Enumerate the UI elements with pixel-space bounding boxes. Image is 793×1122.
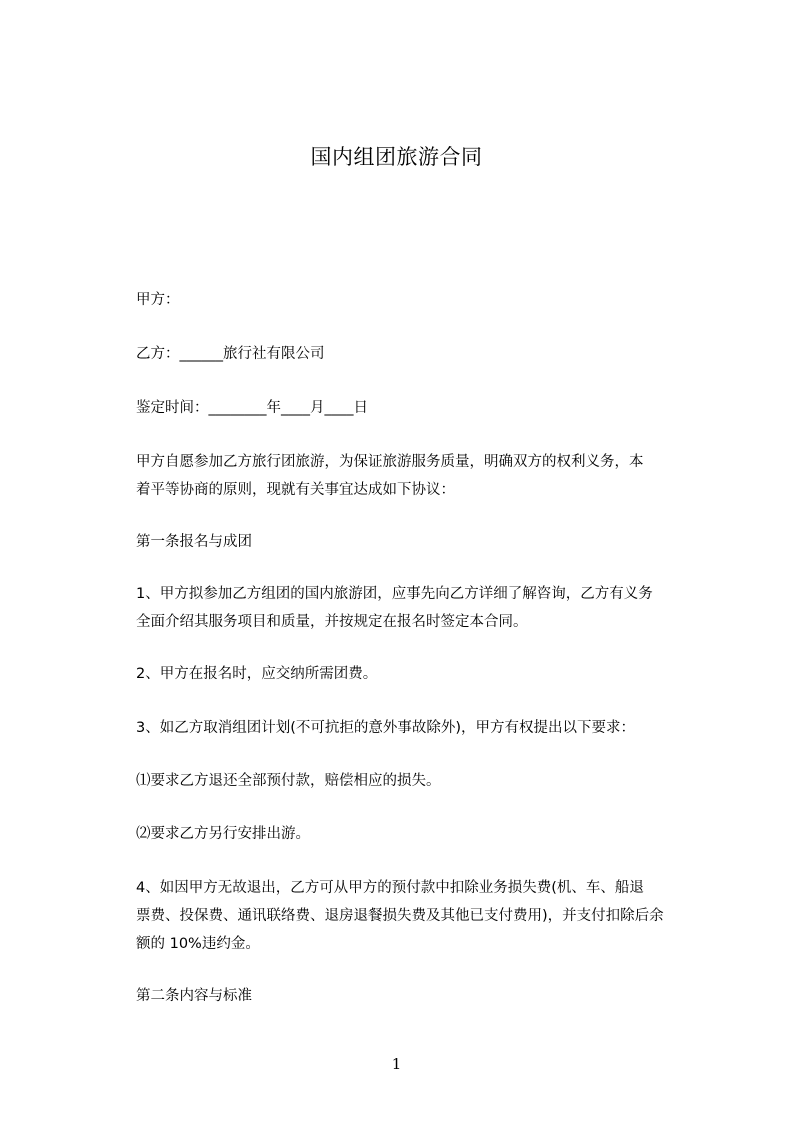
page-number: 1	[391, 1055, 402, 1073]
article-1-heading: 第一条报名与成团	[136, 534, 252, 550]
intro-line-2: 着平等协商的原则，现就有关事宜达成如下协议：	[136, 482, 455, 498]
clause-4-paragraph	[136, 874, 716, 958]
clause-1-line-1: 1、甲方拟参加乙方组团的国内旅游团，应事先向乙方详细了解咨询，乙方有义务	[136, 586, 653, 602]
clause-4-line-2: 票费、投保费、通讯联络费、退房退餐损失费及其他已支付费用)，并支付扣除后余	[136, 908, 664, 924]
intro-paragraph	[136, 448, 716, 504]
clause-3-item-2: ⑵要求乙方另行安排出游。	[136, 826, 310, 842]
party-a-line: 甲方：	[136, 292, 180, 308]
clause-1-paragraph	[136, 580, 716, 636]
clause-2-paragraph: 2、甲方在报名时，应交纳所需团费。	[136, 666, 378, 682]
intro-line-1: 甲方自愿参加乙方旅行团旅游，为保证旅游服务质量，明确双方的权利义务，本	[136, 454, 644, 470]
article-2-heading: 第二条内容与标准	[136, 988, 252, 1004]
clause-4-line-1: 4、如因甲方无故退出，乙方可从甲方的预付款中扣除业务损失费(机、车、船退	[136, 880, 644, 896]
clause-1-line-2: 全面介绍其服务项目和质量，并按规定在报名时签定本合同。	[136, 614, 528, 630]
clause-4-line-3: 额的 10%违约金。	[136, 936, 260, 952]
clause-3-paragraph: 3、如乙方取消组团计划(不可抗拒的意外事故除外)，甲方有权提出以下要求：	[136, 720, 636, 736]
clause-3-item-1: ⑴要求乙方退还全部预付款，赔偿相应的损失。	[136, 773, 441, 789]
signing-date-line: 鉴定时间：________年____月____日	[136, 400, 368, 416]
party-b-line: 乙方：______旅行社有限公司	[136, 346, 325, 362]
document-title: 国内组团旅游合同	[310, 145, 483, 169]
